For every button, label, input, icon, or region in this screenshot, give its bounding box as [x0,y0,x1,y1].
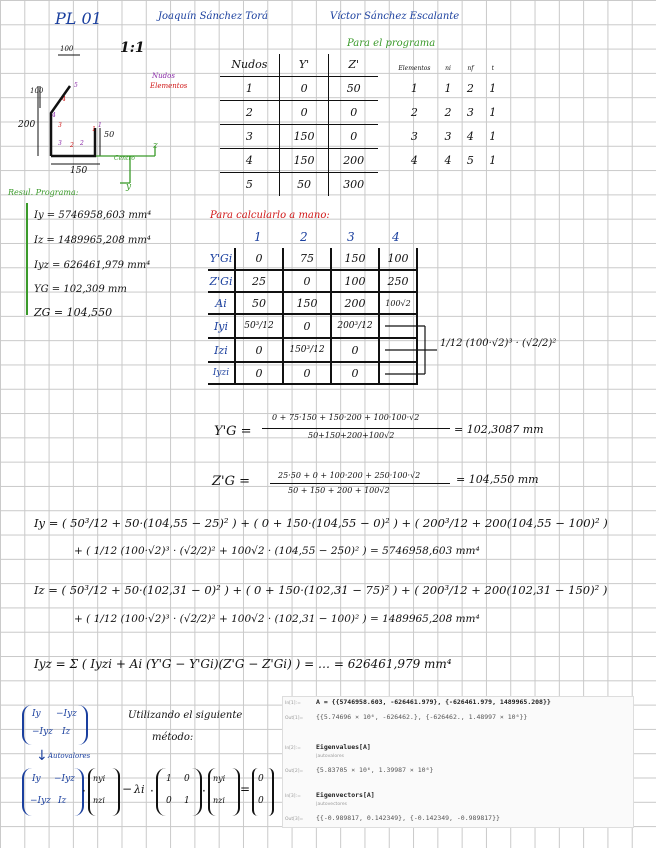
element-label: 4 [62,96,66,103]
document-code: PL 01 [55,9,102,28]
matrix-cell: Iz [62,727,71,737]
table-cell: 0 [235,248,283,270]
multiply-dot: · [150,784,154,798]
table-cell: 2 [410,105,418,119]
table-cell: 4 [410,153,418,167]
row-label: Ai [208,292,235,314]
matrix-cell: Iy [32,709,41,719]
eq-zg-result: = 104,550 mm [456,473,539,486]
element-label: 3 [58,122,62,129]
notebook-label: Out[1]= [285,716,304,721]
author-2: Víctor Sánchez Escalante [330,11,460,22]
eq-zg-den: 50 + 150 + 200 + 100√2 [288,486,390,495]
table-cell: 0 [279,100,329,124]
cross-section-figure [0,38,210,198]
vector-cell: 0 [258,774,264,784]
eigen-vector [88,768,120,816]
multiply-dot: · [82,784,86,798]
eigen-equation [22,768,272,818]
dim-side: 200 [18,120,36,130]
origin-label: Centro [114,155,135,162]
vector-cell: nyi [93,774,106,783]
table-cell: 200³/12 [331,314,379,338]
col-label: 4 [392,230,400,244]
table-cell: 0 [283,270,331,292]
dim-bottom: 150 [70,166,88,176]
table-cell: 2 [220,100,279,124]
table-cell: 50 [279,172,329,196]
table-cell: 100 [331,270,379,292]
notebook-input[interactable]: Eigenvectors[A] [316,791,375,799]
notebook-output: {{-0.989817, 0.142349}, {-0.142349, -0.989817}} [316,814,500,822]
matrix-cell: −Iyz [56,709,77,719]
table-cell: 200 [331,292,379,314]
table-cell: 150 [279,148,329,172]
equals-sign: = [240,782,251,796]
table-cell: 250 [379,270,417,292]
col-header: ni [445,64,451,72]
eq-yg-num: 0 + 75·150 + 150·200 + 100·100·√2 [272,413,420,422]
vector-cell: nzi [213,796,225,805]
result-iyz: Iyz = 626461,979 mm⁴ [34,260,151,271]
element-label: 1 [92,126,96,133]
matrix-cell: 0 [166,796,172,806]
vector-cell: 0 [258,796,264,806]
result-iz: Iz = 1489965,208 mm⁴ [34,235,151,246]
notebook-label: In[3]:= [285,794,301,799]
eq-yg-den: 50+150+200+100√2 [308,431,395,440]
eq-iz-line1: Iz = ( 50³/12 + 50·(102,31 − 0)² ) + ( 0 + 150·(102,31 − 75)² ) + ( 200³/12 + 200(102,31 − 150)² ) [34,583,608,597]
dim-mid: 50 [104,130,115,139]
nodes-table [220,54,378,196]
scale-label: 1:1 [120,40,145,56]
dim-left: 100 [30,87,44,95]
table-cell: 0 [283,362,331,384]
eq-yg-lhs: Y'G = [214,424,252,439]
matrix-cell: 1 [166,774,172,784]
row-label: Iyzi [208,362,235,384]
table-cell: 5 [466,153,474,167]
axis-z-label: z [153,141,158,151]
eq-yg-fracline [262,428,450,429]
manual-title: Para calcularlo a mano: [210,210,330,221]
side-formula: 1/12 (100·√2)³ · (√2/2)² [440,338,557,349]
bracket-arrows [385,318,445,388]
table-cell: 0 [283,314,331,338]
col-header: nf [467,64,474,72]
table-cell: 0 [331,338,379,362]
autovalores-label: Autovalores [48,752,91,760]
table-cell: 50³/12 [235,314,283,338]
col-header: t [491,64,494,72]
vector-cell: nzi [93,796,105,805]
eq-zg-lhs: Z'G = [212,474,251,489]
row-label: Izi [208,338,235,362]
dim-top: 100 [60,45,74,53]
notebook-output: {5.83705 × 10⁶, 1.39987 × 10⁶} [316,766,434,774]
notebook-label: In[2]:= [285,746,301,751]
legend-nodes: Nudos [152,72,175,80]
table-cell: 100√2 [379,292,417,314]
table-cell: 200 [329,148,378,172]
table-cell: 4 [444,153,452,167]
eq-zg-num: 25·50 + 0 + 100·200 + 250·100·√2 [278,471,421,480]
cross-section-drawing [0,38,210,198]
table-cell: 3 [220,124,279,148]
notebook-input[interactable]: A = {{5746958.603, -626461.979}, {-626461.979, 1489965.208}} [316,698,551,706]
table-cell: 1 [489,153,497,167]
row-label: Iyi [208,314,235,338]
table-cell: 1 [410,81,418,95]
notebook-label: Out[2]= [285,769,304,774]
table-cell: 300 [329,172,378,196]
notebook-input[interactable]: Eigenvalues[A] [316,743,371,751]
table-cell: 1 [444,81,452,95]
vector-cell: nyi [213,774,226,783]
eq-iy-line2: + ( 1/12 (100·√2)³ · (√2/2)² + 100√2 · (104,55 − 250)² ) = 5746958,603 mm⁴ [74,545,480,557]
table-cell: 1 [489,129,497,143]
node-label: 5 [74,82,78,89]
notebook-label: In[1]:= [285,701,301,706]
table-cell: 100 [379,248,417,270]
axis-y-label: y [126,182,132,192]
result-iy: Iy = 5746958,603 mm⁴ [34,210,152,221]
results-title: Resul. Programa: [8,188,79,197]
eq-iz-line2: + ( 1/12 (100·√2)³ · (√2/2)² + 100√2 · (102,31 − 100)² ) = 1489965,208 mm⁴ [74,613,480,625]
table-cell: 1 [220,76,279,100]
table-cell: 0 [329,124,378,148]
result-zg: ZG = 104,550 [34,306,113,319]
table-cell: 50 [329,76,378,100]
program-title: Para el programa [347,38,436,49]
eq-iyz: Iyz = Σ ( Iyzi + Ai (Y'G − Y'Gi)(Z'G − Z'Gi) ) = … = 626461,979 mm⁴ [34,657,452,671]
table-cell: 4 [220,148,279,172]
zero-vector [252,768,274,816]
col-label: 2 [300,230,308,244]
col-label: 1 [254,230,262,244]
node-label: 3 [58,140,62,147]
table-cell: 0 [329,100,378,124]
result-yg: YG = 102,309 mm [34,284,127,295]
eq-yg-result: = 102,3087 mm [454,423,544,436]
table-cell: 0 [279,76,329,100]
matrix-cell: −Iyz [54,774,75,784]
table-cell: 75 [283,248,331,270]
col-header: Nudos [220,54,279,76]
notebook-sublabel: |autovalores [316,754,344,759]
matrix-cell: 0 [184,774,190,784]
table-cell: 0 [331,362,379,384]
node-label: 1 [98,122,102,129]
matrix-cell: 1 [184,796,190,806]
table-cell: 1 [489,81,497,95]
col-header: Y' [279,54,329,76]
elements-table [392,60,504,172]
notebook-label: Out[3]= [285,817,304,822]
eigen-matrix [22,768,84,816]
down-arrow-icon: ↓ [36,748,48,764]
eigen-vector [208,768,240,816]
matrix-cell: −Iyz [32,727,53,737]
identity-matrix [156,768,202,816]
minus-sign: − [122,782,133,796]
results-bar [26,203,28,315]
node-label: 4 [52,112,56,119]
table-cell: 2 [444,105,452,119]
table-cell: 50 [235,292,283,314]
eq-iy-line1: Iy = ( 50³/12 + 50·(104,55 − 25)² ) + ( 0 + 150·(104,55 − 0)² ) + ( 200³/12 + 200(104,55 − 100)² ) [34,516,608,530]
table-cell: 150 [283,292,331,314]
table-cell: 3 [410,129,418,143]
table-cell: 150 [331,248,379,270]
author-1: Joaquín Sánchez Torá [158,11,268,22]
table-cell: 150 [279,124,329,148]
table-cell: 0 [235,338,283,362]
row-label: Y'Gi [208,248,235,270]
element-label: 2 [70,142,74,149]
notebook-sublabel: |autovectores [316,802,347,807]
legend-elements: Elementos [150,82,188,90]
table-cell: 3 [444,129,452,143]
table-cell: 150³/12 [283,338,331,362]
table-cell: 25 [235,270,283,292]
table-cell: 3 [466,105,474,119]
col-header: Elementos [398,64,431,72]
table-cell: 5 [220,172,279,196]
lambda-label: λi [134,783,145,796]
table-cell: 2 [466,81,474,95]
matrix-cell: Iy [32,774,41,784]
eq-zg-fracline [270,483,450,484]
inertia-matrix [22,705,88,745]
notebook-output: {{5.74696 × 10⁶, -626462.}, {-626462., 1.48997 × 10⁶}} [316,713,528,721]
matrix-cell: −Iyz [30,796,51,806]
table-cell: 1 [489,105,497,119]
row-label: Z'Gi [208,270,235,292]
multiply-dot: · [202,784,206,798]
col-header: Z' [329,54,378,76]
method-text-2: método: [152,732,194,743]
table-cell: 4 [466,129,474,143]
col-label: 3 [347,230,355,244]
matrix-cell: Iz [58,796,67,806]
node-label: 2 [80,140,84,147]
method-text-1: Utilizando el siguiente [128,710,243,721]
table-cell: 0 [235,362,283,384]
